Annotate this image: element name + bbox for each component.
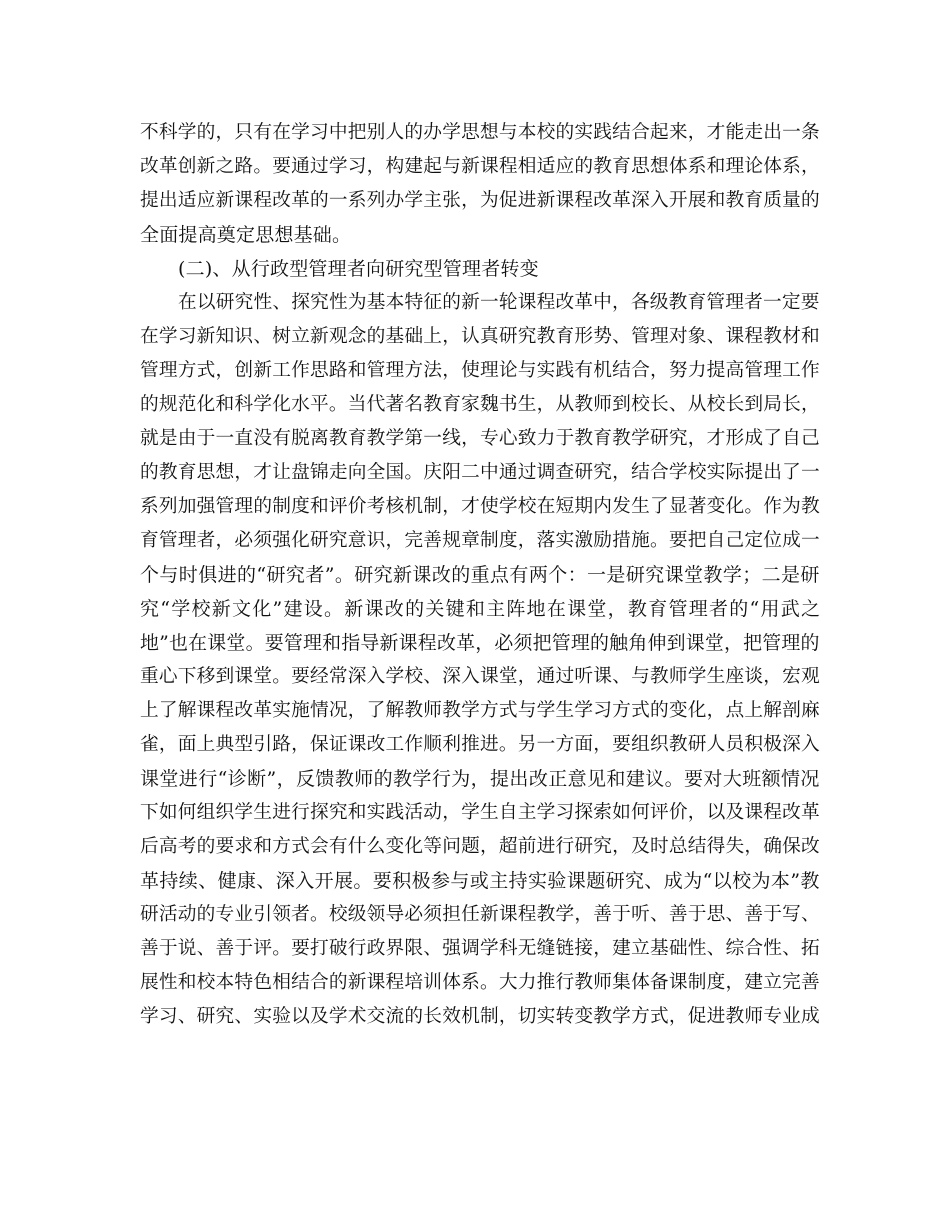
text-line: 地”也在课堂。要管理和指导新课程改革，必须把管理的触角伸到课堂，把管理的 [140, 632, 820, 654]
text-line: 重心下移到课堂。要经常深入学校、深入课堂，通过听课、与教师学生座谈，宏观 [140, 666, 820, 687]
text-line: 后高考的要求和方式会有什么变化等问题，超前进行研究，及时总结得失，确保改 [140, 836, 820, 857]
text-line: 提出适应新课程改革的一系列办学主张，为促进新课程改革深入开展和教育质量的 [140, 190, 820, 211]
paragraph-first-line: 在以研究性、探究性为基本特征的新一轮课程改革中，各级教育管理者一定要 [178, 292, 820, 313]
text-line: 的规范化和科学化水平。当代著名教育家魏书生，从教师到校长、从校长到局长， [140, 394, 820, 415]
text-line: 课堂进行“诊断”，反馈教师的教学行为，提出改正意见和建议。要对大班额情况 [140, 768, 820, 790]
text-line: 研活动的专业引领者。校级领导必须担任新课程教学，善于听、善于思、善于写、 [140, 904, 820, 925]
text-line: 革持续、健康、深入开展。要积极参与或主持实验课题研究、成为“以校为本”教 [140, 870, 820, 892]
text-line: 上了解课程改革实施情况，了解教师教学方式与学生学习方式的变化，点上解剖麻 [140, 700, 820, 721]
text-line: 系列加强管理的制度和评价考核机制，才使学校在短期内发生了显著变化。作为教 [140, 496, 820, 517]
text-line: 不科学的，只有在学习中把别人的办学思想与本校的实践结合起来，才能走出一条 [140, 122, 820, 143]
text-line: 究“学校新文化”建设。新课改的关键和主阵地在课堂，教育管理者的“用武之 [140, 598, 822, 620]
text-line: 雀，面上典型引路，保证课改工作顺利推进。另一方面，要组织教研人员积极深入 [140, 734, 820, 755]
text-line: 就是由于一直没有脱离教育教学第一线，专心致力于教育教学研究，才形成了自己 [140, 428, 820, 449]
text-line: 在学习新知识、树立新观念的基础上，认真研究教育形势、管理对象、课程教材和 [140, 326, 820, 347]
text-line: 全面提高奠定思想基础。 [140, 224, 352, 246]
text-line: 的教育思想，才让盘锦走向全国。庆阳二中通过调查研究，结合学校实际提出了一 [140, 462, 820, 483]
text-line: 管理方式，创新工作思路和管理方法，使理论与实践有机结合，努力提高管理工作 [140, 360, 820, 381]
text-line: 改革创新之路。要通过学习，构建起与新课程相适应的教育思想体系和理论体系， [140, 156, 820, 177]
text-line: 下如何组织学生进行探究和实践活动，学生自主学习探索如何评价，以及课程改革 [140, 802, 820, 823]
text-line: 育管理者，必须强化研究意识，完善规章制度，落实激励措施。要把自己定位成一 [140, 530, 820, 551]
paragraph-first-line: (二)、从行政型管理者向研究型管理者转变 [178, 258, 539, 280]
text-line: 学习、研究、实验以及学术交流的长效机制，切实转变教学方式，促进教师专业成 [140, 1006, 820, 1027]
body-text [140, 116, 820, 1034]
text-line: 个与时俱进的“研究者”。研究新课改的重点有两个：一是研究课堂教学；二是研 [140, 564, 820, 586]
text-line: 善于说、善于评。要打破行政界限、强调学科无缝链接，建立基础性、综合性、拓 [140, 938, 820, 959]
text-line: 展性和校本特色相结合的新课程培训体系。大力推行教师集体备课制度，建立完善 [140, 972, 820, 993]
